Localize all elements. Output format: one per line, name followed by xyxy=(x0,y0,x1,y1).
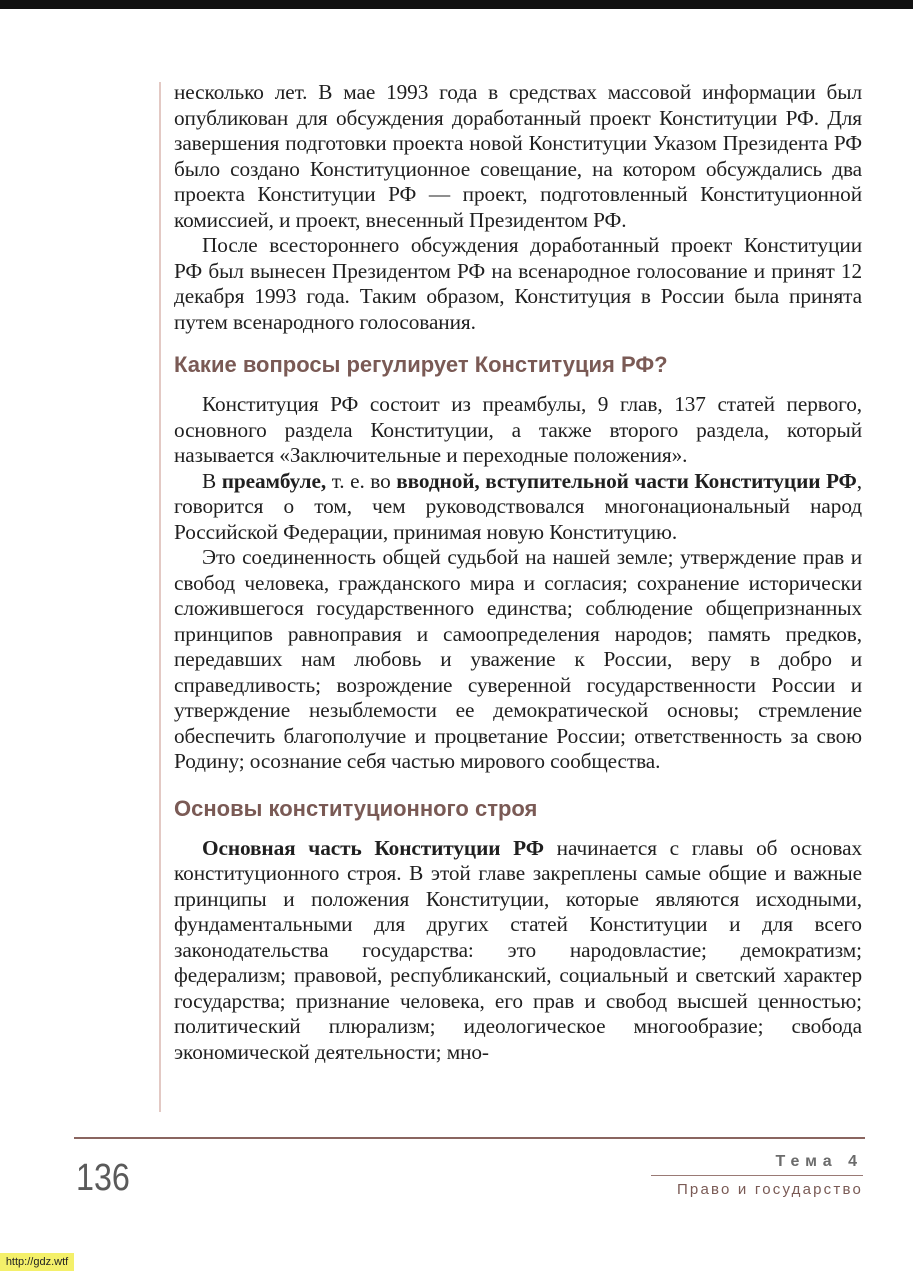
text-run: начинается с главы об основах конституционного строя. В этой главе закреплены самые общие и важные принципы и положения Конституции, которые являются исходными, фундаментальными для других статей Конституции и для всего законодательства государства: это народовластие; демократизм; федерализм; правовой, республиканский, социальный и светский характер государства; признание человека, его прав и свобод высшей ценностью; политический плюрализм; идеологическое многообразие; свобода экономической деятельности; мно- xyxy=(174,835,862,1064)
page-number: 136 xyxy=(76,1157,130,1199)
text-run: т. е. во xyxy=(326,468,397,493)
section-heading-constitutional-system: Основы конституционного строя xyxy=(174,795,538,821)
bold-term-main-part: Основная часть Конституции РФ xyxy=(202,835,544,860)
paragraph-5: Это соединенность общей судьбой на нашей земле; утверждение прав и свобод человека, гражданского мира и согласия; сохранение исторически сложившегося государственного единства; соблюдение общепризнанных принципов равноправия и самоопределения народов; память предков, передавших нам любовь и уважение к России, веру в добро и справедливость; возрождение суверенной государственности России и утверждение незыблемости ее демократической основы; стремление обеспечить благополучие и процветание России; ответственность за свою Родину; осознание себя частью мирового сообщества. xyxy=(174,545,862,773)
theme-name: Право и государство xyxy=(676,1181,863,1198)
text-run: В xyxy=(202,468,222,493)
footer-rule xyxy=(74,1137,865,1139)
section-heading-constitution-questions: Какие вопросы регулирует Конституция РФ? xyxy=(174,352,668,377)
footer-theme xyxy=(651,1152,863,1200)
paragraph-6 xyxy=(174,836,862,1066)
scan-top-edge xyxy=(0,0,913,9)
paragraph-2: После всестороннего обсуждения доработанный проект Конституции РФ был вынесен Президентом РФ на всенародное голосование и принят 12 декабря 1993 года. Таким образом, Конституция в России была принята путем всенародного голосования. xyxy=(174,233,862,334)
paragraph-4 xyxy=(174,469,862,546)
text-run: , говорится о том, чем руководствовался многонациональный народ Российской Федерации, принимая новую Конституцию. xyxy=(174,468,862,544)
theme-label: Тема 4 xyxy=(775,1153,863,1170)
paragraph-3: Конституция РФ состоит из преамбулы, 9 глав, 137 статей первого, основного раздела Конституции, а также второго раздела, который называется «Заключительные и переходные положения». xyxy=(174,392,862,467)
theme-divider xyxy=(651,1175,863,1176)
bold-term-intro-part: вводной, вступительной части Конституции РФ xyxy=(396,468,857,493)
page-content xyxy=(174,80,862,1065)
watermark-link[interactable]: http://gdz.wtf xyxy=(0,1253,74,1271)
margin-rule xyxy=(159,82,161,1112)
bold-term-preamble: преамбуле, xyxy=(221,468,327,493)
paragraph-1: несколько лет. В мае 1993 года в средствах массовой информации был опубликован для обсуждения доработанный проект Конституции РФ. Для завершения подготовки проекта новой Конституции Указом Президента РФ было создано Конституционное совещание, на котором обсуждались два проекта Конституции РФ — проект, подготовленный Конституционной комиссией, и проект, внесенный Президентом РФ. xyxy=(174,80,862,232)
